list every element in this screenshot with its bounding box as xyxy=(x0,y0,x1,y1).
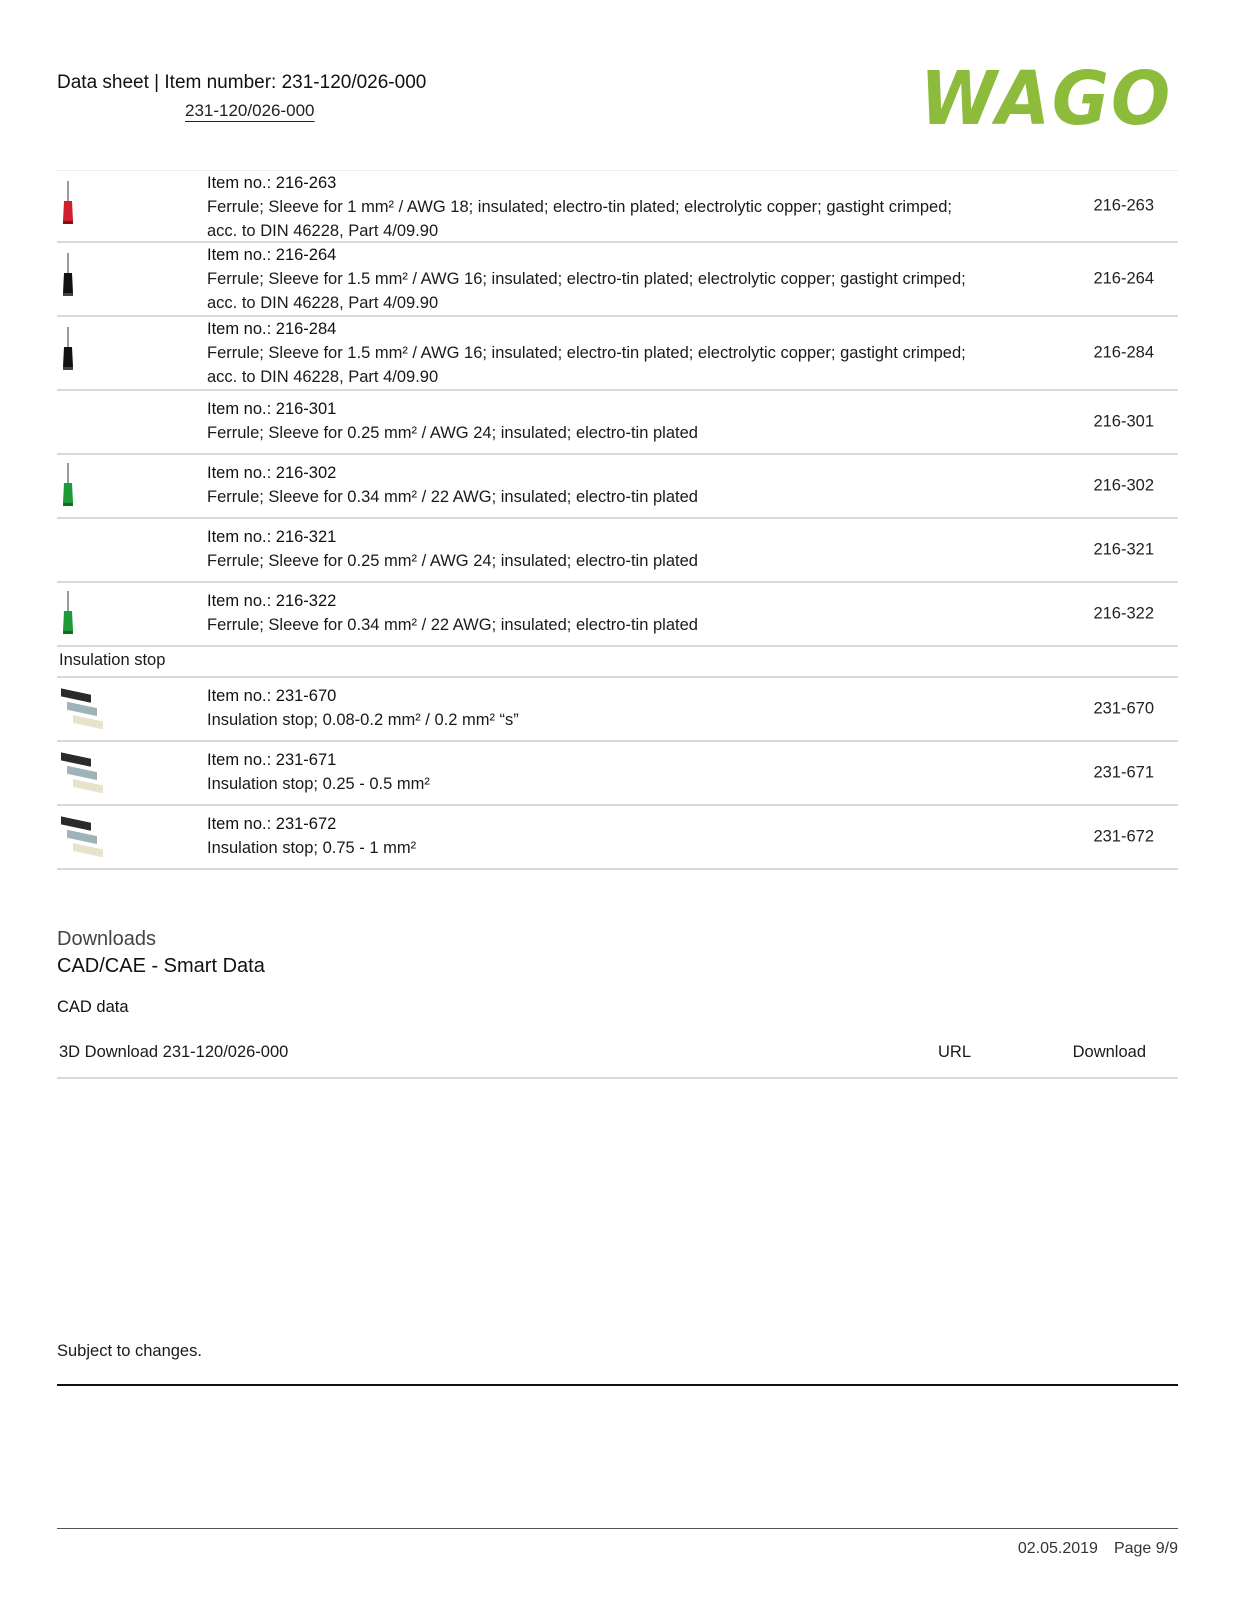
table-row xyxy=(57,170,1178,243)
cad-data-label: CAD data xyxy=(57,998,129,1016)
group-heading-insulation-stop: Insulation stop xyxy=(57,647,1178,678)
item-label: Item no.: 216-284 xyxy=(207,320,337,338)
item-number: 216-301 xyxy=(1093,412,1154,431)
table-row xyxy=(57,391,1178,455)
download-link[interactable]: Download xyxy=(1072,1043,1146,1061)
subject-to-changes: Subject to changes. xyxy=(57,1342,202,1360)
table-row xyxy=(57,455,1178,519)
table-row xyxy=(57,742,1178,806)
footer-date: 02.05.2019 xyxy=(1017,1540,1098,1557)
item-label: Item no.: 216-263 xyxy=(207,174,337,192)
ferrule-green-icon xyxy=(62,591,74,635)
item-label: Item no.: 216-302 xyxy=(207,464,337,482)
table-row xyxy=(57,317,1178,391)
item-description: Insulation stop; 0.08-0.2 mm² / 0.2 mm² “s” xyxy=(207,711,519,729)
divider xyxy=(57,1384,1178,1386)
item-number-link[interactable]: 231-120/026-000 xyxy=(185,101,315,120)
item-description: Ferrule; Sleeve for 1.5 mm² / AWG 16; insulated; electro-tin plated; electrolytic copper; gastight crimped; acc. to DIN 46228, Part 4/09.90 xyxy=(207,344,966,386)
table-row xyxy=(57,243,1178,317)
item-number: 231-671 xyxy=(1093,763,1154,782)
ferrule-red-icon xyxy=(62,181,74,225)
item-label: Item no.: 231-670 xyxy=(207,687,337,705)
item-number: 231-672 xyxy=(1093,827,1154,846)
page-footer xyxy=(1018,1540,1178,1558)
item-description: Insulation stop; 0.25 - 0.5 mm² xyxy=(207,775,430,793)
table-row xyxy=(57,806,1178,870)
ferrule-black-icon xyxy=(62,327,74,371)
divider xyxy=(57,1528,1178,1529)
table-row xyxy=(57,678,1178,742)
item-label: Item no.: 231-672 xyxy=(207,815,337,833)
item-description: Ferrule; Sleeve for 0.25 mm² / AWG 24; insulated; electro-tin plated xyxy=(207,424,698,442)
item-description: Ferrule; Sleeve for 0.25 mm² / AWG 24; insulated; electro-tin plated xyxy=(207,552,698,570)
download-row xyxy=(57,1039,1178,1079)
item-description: Insulation stop; 0.75 - 1 mm² xyxy=(207,839,417,857)
item-label: Item no.: 216-321 xyxy=(207,528,337,546)
table-row xyxy=(57,583,1178,647)
item-number: 216-302 xyxy=(1093,476,1154,495)
item-number: 216-264 xyxy=(1093,269,1154,288)
downloads-section xyxy=(57,928,1178,1079)
item-number: 216-322 xyxy=(1093,604,1154,623)
cad-cae-heading: CAD/CAE - Smart Data xyxy=(57,955,265,977)
insulation-stop-icon xyxy=(59,750,107,794)
item-label: Item no.: 216-322 xyxy=(207,592,337,610)
item-description: Ferrule; Sleeve for 1 mm² / AWG 18; insulated; electro-tin plated; electrolytic copper; gastight crimped; acc. to DIN 46228, Part 4/09.90 xyxy=(207,198,952,240)
logo-text: WAGO xyxy=(920,58,1172,142)
item-number: 216-263 xyxy=(1093,196,1154,215)
item-description: Ferrule; Sleeve for 0.34 mm² / 22 AWG; insulated; electro-tin plated xyxy=(207,488,698,506)
item-number: 216-284 xyxy=(1093,343,1154,362)
item-description: Ferrule; Sleeve for 0.34 mm² / 22 AWG; insulated; electro-tin plated xyxy=(207,616,698,634)
insulation-stop-icon xyxy=(59,814,107,858)
download-name: 3D Download 231-120/026-000 xyxy=(59,1043,289,1061)
wago-logo xyxy=(920,58,1178,144)
download-type: URL xyxy=(938,1043,972,1061)
item-number: 231-670 xyxy=(1093,699,1154,718)
downloads-heading: Downloads xyxy=(57,928,156,950)
item-number: 216-321 xyxy=(1093,540,1154,559)
accessories-table xyxy=(57,170,1178,870)
ferrule-black-icon xyxy=(62,253,74,297)
item-label: Item no.: 231-671 xyxy=(207,751,337,769)
page-number: Page 9/9 xyxy=(1113,1540,1178,1557)
page-title: Data sheet | Item number: 231-120/026-000 xyxy=(57,72,427,93)
item-description: Ferrule; Sleeve for 1.5 mm² / AWG 16; insulated; electro-tin plated; electrolytic copper; gastight crimped; acc. to DIN 46228, Part 4/09.90 xyxy=(207,270,966,312)
item-label: Item no.: 216-301 xyxy=(207,400,337,418)
ferrule-green-icon xyxy=(62,463,74,507)
table-row xyxy=(57,519,1178,583)
item-label: Item no.: 216-264 xyxy=(207,246,337,264)
insulation-stop-icon xyxy=(59,686,107,730)
